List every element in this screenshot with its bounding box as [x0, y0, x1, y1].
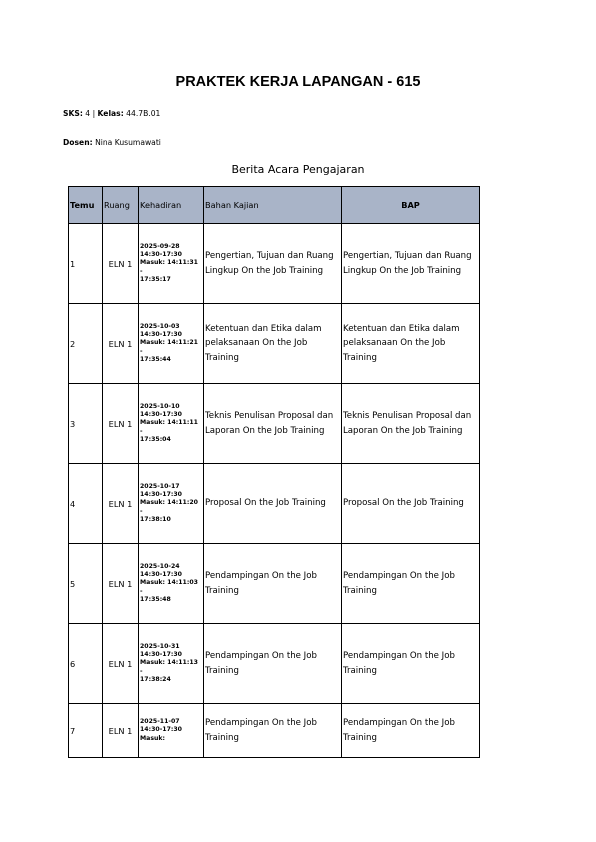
ruang-cell: ELN 1: [103, 544, 139, 624]
kelas-label: Kelas:: [97, 109, 124, 118]
section-subtitle: Berita Acara Pengajaran: [231, 163, 365, 176]
kehadiran-time: 14:30-17:30: [140, 571, 182, 579]
kehadiran-dash: -: [140, 667, 143, 675]
kehadiran-keluar: 17:38:24: [140, 675, 171, 683]
table-row: [69, 704, 480, 758]
table-row: [69, 544, 480, 624]
temu-cell: 3: [69, 384, 103, 464]
kehadiran-keluar: 17:35:48: [140, 595, 171, 603]
kehadiran-masuk: Masuk: 14:11:03: [140, 579, 198, 587]
bahan-kajian-cell: Pengertian, Tujuan dan Ruang Lingkup On the Job Training: [204, 224, 342, 304]
ruang-cell: ELN 1: [103, 304, 139, 384]
kehadiran-cell: [139, 624, 204, 704]
sks-kelas-line: [63, 109, 160, 118]
kehadiran-dash: -: [140, 507, 143, 515]
ruang-cell: ELN 1: [103, 624, 139, 704]
sks-label: SKS:: [63, 109, 83, 118]
ruang-cell: ELN 1: [103, 384, 139, 464]
bap-cell: Pendampingan On the Job Training: [342, 544, 480, 624]
bap-cell: Ketentuan dan Etika dalam pelaksanaan On the Job Training: [342, 304, 480, 384]
kehadiran-date: 2025-10-17: [140, 482, 180, 490]
ruang-cell: ELN 1: [103, 464, 139, 544]
kehadiran-cell: [139, 384, 204, 464]
kehadiran-cell: [139, 464, 204, 544]
kehadiran-date: 2025-09-28: [140, 242, 180, 250]
kehadiran-date: 2025-10-10: [140, 402, 180, 410]
kehadiran-dash: -: [140, 587, 143, 595]
kehadiran-dash: -: [140, 347, 143, 355]
kehadiran-masuk: Masuk: 14:11:31: [140, 259, 198, 267]
table-row: [69, 464, 480, 544]
page-title: PRAKTEK KERJA LAPANGAN - 615: [175, 74, 421, 90]
table-row: [69, 384, 480, 464]
kehadiran-keluar: 17:35:04: [140, 435, 171, 443]
kehadiran-cell: [139, 704, 204, 758]
dosen-value: Nina Kusumawati: [95, 138, 161, 147]
kehadiran-masuk: Masuk:: [140, 734, 166, 742]
kehadiran-dash: -: [140, 427, 143, 435]
bap-cell: Pendampingan On the Job Training: [342, 624, 480, 704]
kehadiran-time: 14:30-17:30: [140, 726, 182, 734]
kehadiran-date: 2025-11-07: [140, 718, 180, 726]
bap-cell: Pengertian, Tujuan dan Ruang Lingkup On the Job Training: [342, 224, 480, 304]
kehadiran-keluar: 17:35:44: [140, 355, 171, 363]
kehadiran-dash: -: [140, 267, 143, 275]
kehadiran-cell: [139, 224, 204, 304]
sks-value: 4: [85, 109, 91, 118]
ruang-cell: ELN 1: [103, 704, 139, 758]
kehadiran-date: 2025-10-03: [140, 322, 180, 330]
bahan-kajian-cell: Proposal On the Job Training: [204, 464, 342, 544]
table-row: [69, 224, 480, 304]
kehadiran-time: 14:30-17:30: [140, 331, 182, 339]
table-row: [69, 304, 480, 384]
separator: |: [92, 109, 96, 118]
kelas-value: 44.7B.01: [126, 109, 161, 118]
kehadiran-date: 2025-10-31: [140, 642, 180, 650]
column-header-bahan-kajian: Bahan Kajian: [204, 187, 342, 224]
kehadiran-keluar: 17:35:17: [140, 275, 171, 283]
table-row: [69, 624, 480, 704]
kehadiran-time: 14:30-17:30: [140, 491, 182, 499]
temu-cell: 6: [69, 624, 103, 704]
dosen-line: [63, 138, 161, 147]
column-header-kehadiran: Kehadiran: [139, 187, 204, 224]
temu-cell: 2: [69, 304, 103, 384]
kehadiran-cell: [139, 304, 204, 384]
temu-cell: 7: [69, 704, 103, 758]
temu-cell: 4: [69, 464, 103, 544]
bahan-kajian-cell: Ketentuan dan Etika dalam pelaksanaan On the Job Training: [204, 304, 342, 384]
bahan-kajian-cell: Pendampingan On the Job Training: [204, 704, 342, 758]
bap-cell: Proposal On the Job Training: [342, 464, 480, 544]
column-header-temu: Temu: [69, 187, 103, 224]
ruang-cell: ELN 1: [103, 224, 139, 304]
kehadiran-date: 2025-10-24: [140, 562, 180, 570]
kehadiran-time: 14:30-17:30: [140, 251, 182, 259]
bahan-kajian-cell: Pendampingan On the Job Training: [204, 624, 342, 704]
kehadiran-keluar: 17:38:10: [140, 515, 171, 523]
kehadiran-masuk: Masuk: 14:11:13: [140, 659, 198, 667]
kehadiran-masuk: Masuk: 14:11:21: [140, 339, 198, 347]
column-header-bap: BAP: [342, 187, 480, 224]
temu-cell: 1: [69, 224, 103, 304]
kehadiran-masuk: Masuk: 14:11:11: [140, 419, 198, 427]
bahan-kajian-cell: Pendampingan On the Job Training: [204, 544, 342, 624]
column-header-ruang: Ruang: [103, 187, 139, 224]
kehadiran-masuk: Masuk: 14:11:20: [140, 499, 198, 507]
kehadiran-time: 14:30-17:30: [140, 651, 182, 659]
bap-cell: Teknis Penulisan Proposal dan Laporan On the Job Training: [342, 384, 480, 464]
temu-cell: 5: [69, 544, 103, 624]
kehadiran-time: 14:30-17:30: [140, 411, 182, 419]
dosen-label: Dosen:: [63, 138, 93, 147]
attendance-table: [68, 186, 480, 758]
table-header-row: [69, 187, 480, 224]
bahan-kajian-cell: Teknis Penulisan Proposal dan Laporan On the Job Training: [204, 384, 342, 464]
bap-cell: Pendampingan On the Job Training: [342, 704, 480, 758]
kehadiran-cell: [139, 544, 204, 624]
